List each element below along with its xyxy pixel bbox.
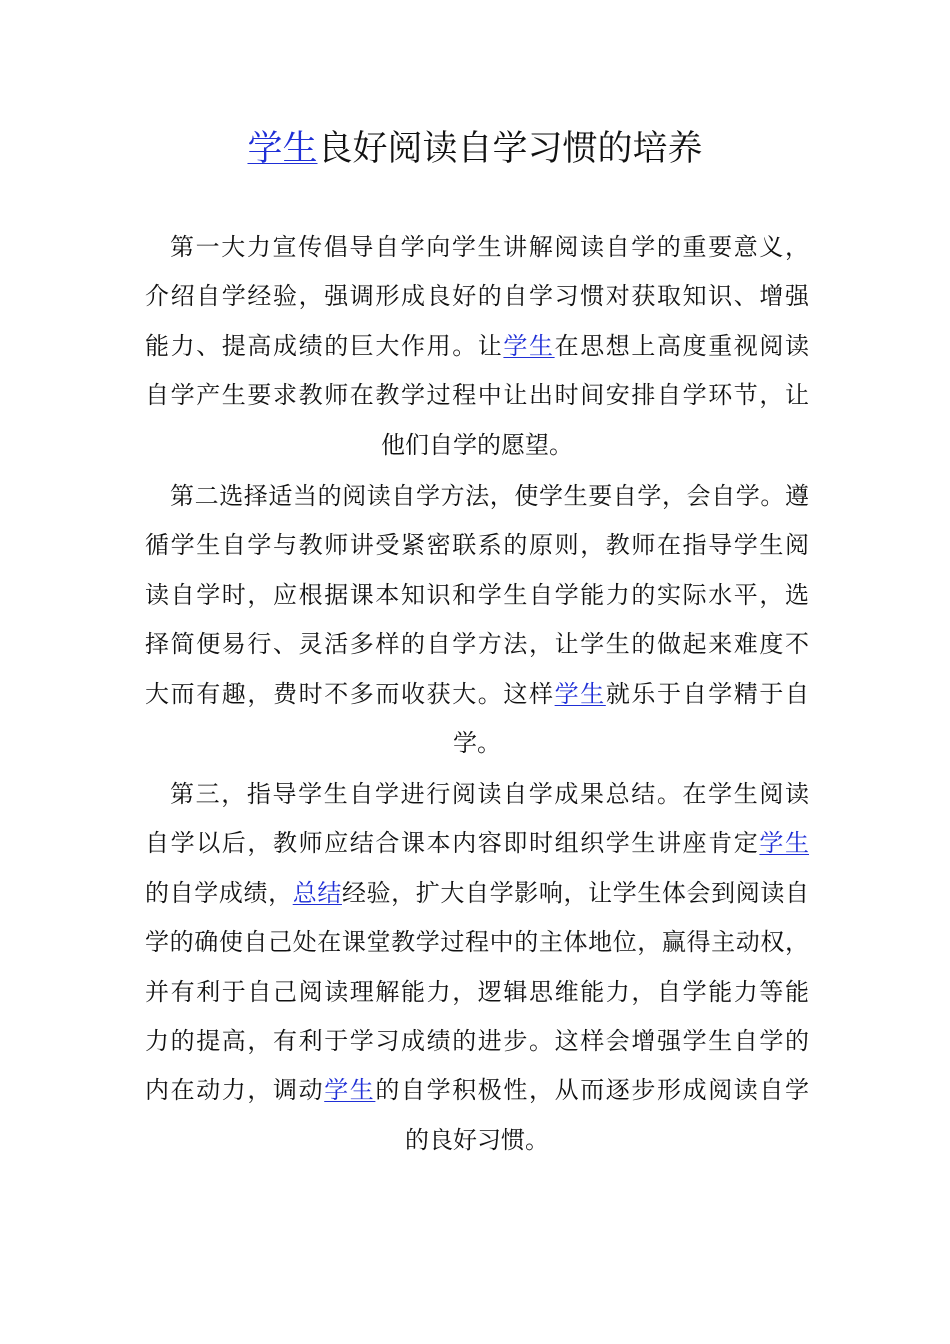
line-text: 的自学成绩， (145, 878, 293, 907)
paragraph-line (145, 1116, 809, 1165)
paragraph-line (145, 421, 809, 470)
paragraph-line (145, 770, 809, 819)
paragraph-line (145, 869, 809, 918)
paragraph-line (145, 472, 809, 521)
paragraph-line (145, 819, 809, 868)
paragraph-line (145, 719, 809, 768)
paragraph-line (145, 521, 809, 570)
line-text: 循学生自学与教师讲受紧密联系的原则，教师在指导学生阅 (145, 531, 809, 560)
line-text: 内在动力，调动 (145, 1076, 325, 1105)
inline-link-xuesheng[interactable]: 学生 (324, 1076, 376, 1105)
line-text: 就乐于自学精于自 (605, 679, 810, 708)
paragraph-line (145, 1017, 809, 1066)
line-text: 第一大力宣传倡导自学向学生讲解阅读自学的重要意义， (170, 233, 809, 261)
line-text: 自学产生要求教师在教学过程中让出时间安排自学环节，让 (145, 381, 809, 410)
paragraph-line (145, 620, 809, 669)
paragraph-line (145, 670, 809, 719)
line-text: 读自学时，应根据课本知识和学生自学能力的实际水平，选 (145, 580, 809, 609)
paragraph-line (145, 223, 809, 272)
line-text: 的自学积极性，从而逐步形成阅读自学 (375, 1076, 810, 1105)
line-text: 经验，扩大自学影响，让学生体会到阅读自 (341, 878, 810, 907)
paragraph-line (145, 1066, 809, 1115)
line-text: 并有利于自己阅读理解能力，逻辑思维能力，自学能力等能 (145, 977, 809, 1006)
line-text: 大而有趣，费时不多而收获大。这样 (145, 679, 555, 708)
paragraph-line (145, 322, 809, 371)
title-text: 良好阅读自学习惯的培养 (317, 129, 703, 169)
line-text: 在思想上高度重视阅读 (554, 331, 810, 360)
line-text: 第三，指导学生自学进行阅读自学成果总结。在学生阅读 (170, 780, 809, 808)
line-text: 择简便易行、灵活多样的自学方法，让学生的做起来难度不 (145, 630, 809, 659)
paragraph-line (145, 571, 809, 620)
paragraph-line (145, 272, 809, 321)
paragraph-line (145, 918, 809, 967)
paragraph-2 (145, 472, 809, 768)
line-text: 学。 (453, 728, 501, 757)
line-text: 学的确使自己处在课堂教学过程中的主体地位，赢得主动权， (145, 928, 809, 957)
paragraph-line (145, 968, 809, 1017)
line-text: 他们自学的愿望。 (381, 430, 573, 459)
inline-link-xuesheng[interactable]: 学生 (503, 331, 555, 360)
line-text: 自学以后，教师应结合课本内容即时组织学生讲座肯定 (145, 829, 760, 858)
line-text: 的良好习惯。 (405, 1125, 549, 1154)
document-title (0, 124, 950, 174)
paragraph-3 (145, 770, 809, 1165)
inline-link-xuesheng[interactable]: 学生 (759, 829, 810, 858)
line-text: 力的提高，有利于学习成绩的进步。这样会增强学生自学的 (145, 1026, 809, 1055)
title-link-xuesheng[interactable]: 学生 (247, 129, 318, 169)
inline-link-xuesheng[interactable]: 学生 (554, 679, 606, 708)
paragraph-1 (145, 223, 809, 470)
line-text: 能力、提高成绩的巨大作用。让 (145, 331, 504, 360)
line-text: 第二选择适当的阅读自学方法，使学生要自学，会自学。遵 (170, 482, 809, 510)
line-text: 介绍自学经验，强调形成良好的自学习惯对获取知识、增强 (145, 282, 809, 311)
paragraph-line (145, 371, 809, 420)
inline-link-zongjie[interactable]: 总结 (292, 878, 342, 907)
